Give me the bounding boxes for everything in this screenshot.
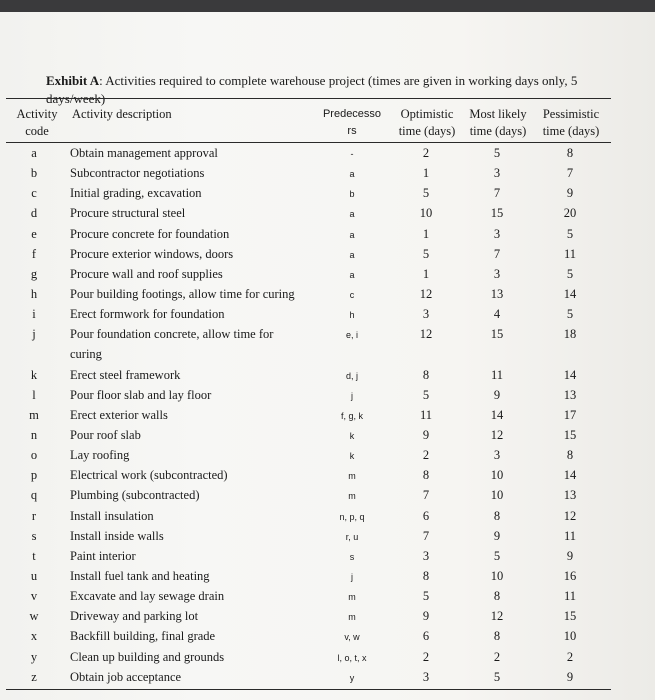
document-page: [0, 12, 655, 700]
pessimistic-time: 13: [563, 387, 577, 402]
activity-description: Obtain management approval: [70, 146, 218, 160]
pessimistic-time: 11: [563, 528, 577, 543]
optimistic-time: 5: [422, 387, 430, 402]
activity-code: o: [30, 448, 38, 463]
pessimistic-time: 14: [563, 367, 577, 382]
pessimistic-time: 11: [563, 246, 577, 261]
table-row: [0, 388, 655, 408]
optimistic-time: 3: [422, 548, 430, 563]
activity-description: Initial grading, excavation: [70, 186, 202, 201]
most-likely-time: 2: [493, 649, 501, 664]
activity-code: r: [31, 508, 37, 523]
optimistic-time: 11: [419, 407, 433, 422]
activity-description: Plumbing (subcontracted): [70, 488, 200, 503]
activity-code: p: [30, 468, 38, 483]
predecessors: a: [349, 249, 355, 260]
activity-description: Subcontractor negotiations: [70, 166, 205, 181]
header-activity-code: Activity code: [16, 107, 58, 138]
predecessors: l, o, t, x: [337, 652, 367, 663]
table-row: [0, 408, 655, 428]
pessimistic-time: 9: [566, 186, 574, 201]
predecessors: b: [349, 189, 355, 200]
table-row: [0, 650, 655, 670]
activity-code: f: [31, 246, 37, 261]
pessimistic-time: 9: [566, 669, 574, 684]
most-likely-time: 9: [493, 528, 501, 543]
predecessors: j: [351, 390, 353, 401]
most-likely-time: 3: [493, 448, 501, 463]
pessimistic-time: 7: [566, 166, 574, 181]
optimistic-time: 1: [422, 166, 430, 181]
optimistic-time: 1: [422, 226, 430, 241]
table-row: [0, 448, 655, 468]
predecessors: e, i: [345, 330, 358, 341]
pessimistic-time: 13: [563, 488, 577, 503]
most-likely-time: 8: [493, 589, 501, 604]
table-row: [0, 589, 655, 609]
predecessors: n, p, q: [339, 511, 365, 522]
pessimistic-time: 14: [563, 468, 577, 483]
table-row: [0, 287, 655, 307]
activity-code: i: [32, 307, 36, 322]
predecessors: k: [349, 451, 355, 462]
table-row: [0, 327, 655, 347]
pessimistic-time: 15: [563, 609, 577, 624]
optimistic-time: 6: [422, 629, 430, 644]
predecessors: k: [349, 430, 355, 441]
pessimistic-time: 15: [563, 427, 577, 442]
optimistic-time: 10: [419, 206, 433, 221]
optimistic-time: 5: [422, 589, 430, 604]
most-likely-time: 11: [490, 367, 504, 382]
activity-description: Lay roofing: [70, 448, 130, 463]
pessimistic-time: 2: [566, 649, 574, 664]
pessimistic-time: 5: [566, 226, 574, 241]
optimistic-time: 7: [422, 528, 430, 543]
header-activity-description: Activity description: [72, 107, 172, 121]
table-row: [0, 227, 655, 247]
table-row: [0, 629, 655, 649]
header-optimistic: Optimistic time (days): [398, 107, 456, 138]
table-row: [0, 186, 655, 206]
activity-code: n: [30, 427, 38, 442]
pessimistic-time: 10: [563, 629, 577, 644]
activity-code: k: [30, 367, 38, 382]
predecessors: m: [348, 491, 356, 502]
predecessors: m: [348, 592, 356, 603]
table-row: [0, 267, 655, 287]
table-row: [0, 488, 655, 508]
pessimistic-time: 8: [566, 146, 574, 160]
activity-description: Pour roof slab: [70, 427, 141, 442]
optimistic-time: 5: [422, 186, 430, 201]
optimistic-time: 12: [419, 327, 433, 342]
activity-description: Install fuel tank and heating: [70, 569, 210, 583]
activity-description: Erect formwork for foundation: [70, 307, 225, 322]
most-likely-time: 12: [490, 427, 504, 442]
activity-description: Backfill building, final grade: [70, 629, 216, 644]
activity-code: b: [30, 166, 38, 181]
table-row: [0, 549, 655, 569]
pessimistic-time: 9: [566, 548, 574, 563]
most-likely-time: 10: [490, 488, 504, 503]
predecessors: h: [349, 310, 355, 321]
activity-description: Excavate and lay sewage drain: [70, 589, 225, 604]
activity-description: Pour floor slab and lay floor: [70, 387, 212, 402]
predecessors: s: [349, 551, 355, 562]
activity-code: u: [30, 569, 38, 583]
optimistic-time: 2: [422, 649, 430, 664]
table-row: [0, 166, 655, 186]
most-likely-time: 13: [490, 287, 504, 302]
activity-description: Procure wall and roof supplies: [70, 266, 223, 281]
table-row: [0, 368, 655, 388]
activity-code: w: [29, 609, 39, 624]
optimistic-time: 6: [422, 508, 430, 523]
most-likely-time: 5: [493, 146, 501, 160]
table-row: [0, 569, 655, 589]
activity-description: Erect exterior walls: [70, 407, 168, 422]
most-likely-time: 3: [493, 226, 501, 241]
activity-description: Procure concrete for foundation: [70, 226, 230, 241]
predecessors: m: [348, 471, 356, 482]
table-row: [0, 247, 655, 267]
predecessors: y: [349, 672, 355, 683]
activity-description-continued: curing: [70, 347, 102, 362]
most-likely-time: 3: [493, 166, 501, 181]
predecessors: d, j: [345, 370, 358, 381]
activity-description: Paint interior: [70, 548, 136, 563]
optimistic-time: 5: [422, 246, 430, 261]
exhibit-title: [46, 72, 606, 108]
pessimistic-time: 18: [563, 327, 577, 342]
most-likely-time: 14: [490, 407, 504, 422]
optimistic-time: 9: [422, 609, 430, 624]
header-most-likely: Most likely time (days): [469, 107, 527, 138]
table-row: [0, 428, 655, 448]
most-likely-time: 8: [493, 629, 501, 644]
activity-code: z: [31, 669, 37, 684]
activity-code: h: [30, 287, 38, 302]
activity-code: c: [31, 186, 37, 201]
activity-description: Erect steel framework: [70, 367, 181, 382]
pessimistic-time: 16: [563, 569, 577, 583]
optimistic-time: 8: [422, 569, 430, 583]
predecessors: m: [348, 612, 356, 623]
activity-description: Procure exterior windows, doors: [70, 246, 234, 261]
predecessors: j: [351, 572, 353, 582]
predecessors: a: [349, 269, 355, 280]
table-row: [0, 206, 655, 226]
activity-description: Driveway and parking lot: [70, 609, 199, 624]
activity-code: j: [32, 327, 36, 342]
optimistic-time: 3: [422, 669, 430, 684]
optimistic-time: 8: [422, 468, 430, 483]
activity-code: q: [30, 488, 38, 503]
optimistic-time: 1: [422, 266, 430, 281]
optimistic-time: 2: [422, 448, 430, 463]
most-likely-time: 7: [493, 186, 501, 201]
table-row: [0, 468, 655, 488]
table-bottom-rule: [6, 689, 611, 690]
activity-description: Install inside walls: [70, 528, 164, 543]
table-row: [0, 670, 655, 690]
table-row: [0, 529, 655, 549]
most-likely-time: 15: [490, 206, 504, 221]
activity-code: e: [31, 226, 37, 241]
table-row: [0, 146, 655, 166]
most-likely-time: 10: [490, 468, 504, 483]
predecessors: c: [349, 290, 355, 301]
predecessors: f, g, k: [340, 410, 363, 421]
most-likely-time: 12: [490, 609, 504, 624]
activity-description: Procure structural steel: [70, 206, 186, 221]
activity-code: v: [30, 589, 38, 604]
pessimistic-time: 8: [566, 448, 574, 463]
most-likely-time: 4: [493, 307, 501, 322]
exhibit-title-text: : Activities required to complete warehouse project (times are given in working days only, 5 days/week): [46, 73, 578, 106]
most-likely-time: 8: [493, 508, 501, 523]
predecessors: r, u: [345, 531, 359, 542]
table-row: [0, 509, 655, 529]
predecessors: a: [349, 209, 355, 220]
optimistic-time: 9: [422, 427, 430, 442]
pessimistic-time: 17: [563, 407, 577, 422]
most-likely-time: 10: [490, 569, 504, 583]
pessimistic-time: 5: [566, 307, 574, 322]
activity-description: Pour building footings, allow time for curing: [70, 287, 295, 302]
optimistic-time: 12: [419, 287, 433, 302]
predecessors: a: [349, 229, 355, 240]
pessimistic-time: 11: [563, 589, 577, 604]
header-predecessors: Predecesso rs: [322, 108, 382, 137]
table-row: [0, 609, 655, 629]
table-row: [0, 307, 655, 327]
activity-code: a: [31, 146, 37, 160]
pessimistic-time: 14: [563, 287, 577, 302]
activity-description: Clean up building and grounds: [70, 649, 225, 664]
activity-code: m: [29, 407, 39, 422]
activity-description: Install insulation: [70, 508, 154, 523]
activity-code: l: [32, 387, 36, 402]
activity-code: y: [30, 649, 38, 664]
activity-code: t: [32, 548, 36, 563]
pessimistic-time: 12: [563, 508, 577, 523]
activity-description: Pour foundation concrete, allow time for: [70, 327, 274, 342]
optimistic-time: 7: [422, 488, 430, 503]
most-likely-time: 9: [493, 387, 501, 402]
activity-description: Obtain job acceptance: [70, 669, 182, 684]
optimistic-time: 3: [422, 307, 430, 322]
most-likely-time: 15: [490, 327, 504, 342]
table-top-rule: [6, 98, 611, 99]
predecessors: -: [350, 149, 354, 159]
most-likely-time: 3: [493, 266, 501, 281]
most-likely-time: 7: [493, 246, 501, 261]
predecessors: a: [349, 169, 355, 180]
predecessors: v, w: [344, 632, 360, 643]
optimistic-time: 2: [422, 146, 430, 160]
pessimistic-time: 20: [563, 206, 577, 221]
activity-code: g: [30, 266, 38, 281]
top-dark-bar: [0, 0, 655, 12]
most-likely-time: 5: [493, 669, 501, 684]
header-pessimistic: Pessimistic time (days): [542, 107, 600, 138]
activity-code: d: [30, 206, 38, 221]
optimistic-time: 8: [422, 367, 430, 382]
pessimistic-time: 5: [566, 266, 574, 281]
exhibit-title-bold: Exhibit A: [46, 73, 100, 88]
table-header-rule: [6, 142, 611, 143]
activity-code: x: [30, 629, 38, 644]
activity-code: s: [31, 528, 37, 543]
most-likely-time: 5: [493, 548, 501, 563]
activity-description: Electrical work (subcontracted): [70, 468, 228, 483]
